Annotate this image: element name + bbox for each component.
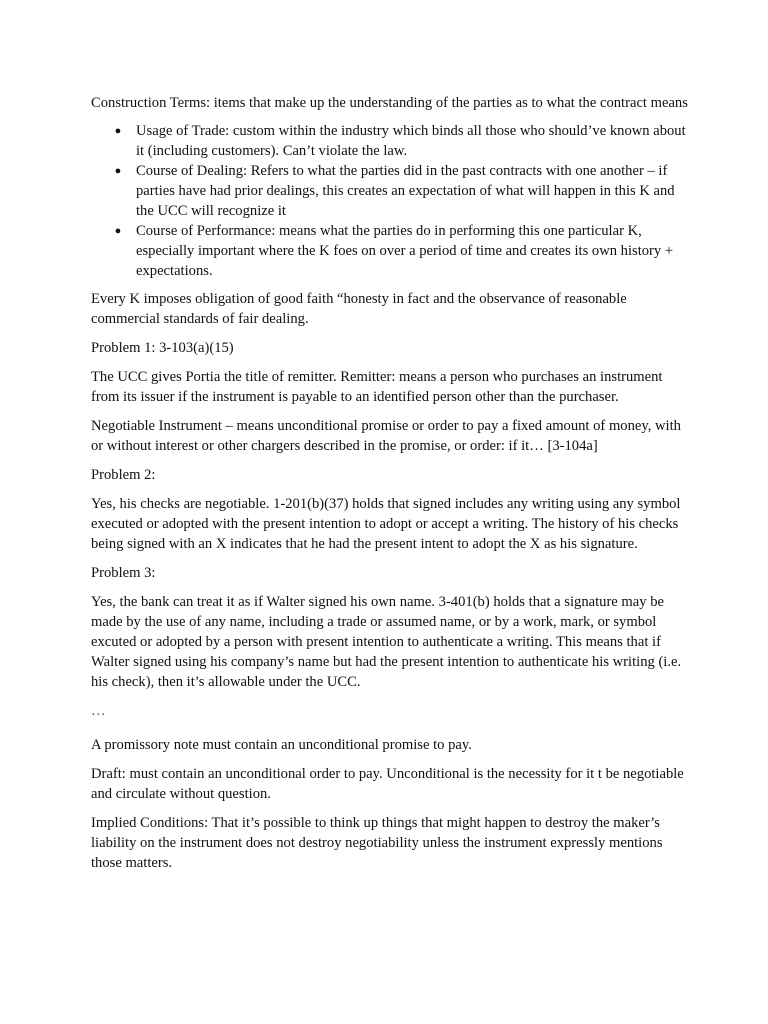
- bullet-icon: ●: [114, 225, 122, 237]
- problem-3-heading: Problem 3:: [91, 565, 156, 581]
- bullet-icon: ●: [114, 165, 122, 177]
- list-item-text: Usage of Trade: custom within the industry which binds all those who should’ve known about it (including customers). Can’t violate the law.: [136, 123, 686, 159]
- list-item: [91, 121, 691, 161]
- problem-3-paragraph: Yes, the bank can treat it as if Walter signed his own name. 3-401(b) holds that a signature may be made by the use of any name, including a trade or assumed name, or by a work, mark, or symbol excuted or adopted by a person with present intention to authenticate a writing. This means that if Walter signed using his company’s name but had the present intention to authenticate his writing (i.e. his check), then it’s allowable under the UCC.: [91, 594, 682, 690]
- draft-paragraph: Draft: must contain an unconditional order to pay. Unconditional is the necessity for it t be negotiable and circulate without question.: [91, 766, 684, 802]
- problem-2-heading: Problem 2:: [91, 467, 156, 483]
- promissory-note-paragraph: A promissory note must contain an unconditional promise to pay.: [91, 737, 472, 753]
- construction-terms-paragraph: Construction Terms: items that make up the understanding of the parties as to what the contract means: [91, 95, 688, 111]
- bullet-icon: ●: [114, 125, 122, 137]
- problem-2-paragraph: Yes, his checks are negotiable. 1-201(b)(37) holds that signed includes any writing using any symbol executed or adopted with the present intention to adopt or accept a writing. The history of his checks being signed with an X indicates that he had the present intent to adopt the X as his signature.: [91, 496, 681, 552]
- implied-conditions-paragraph: Implied Conditions: That it’s possible to think up things that might happen to destroy the maker’s liability on the instrument does not destroy negotiability unless the instrument expressly mentions those matters.: [91, 815, 663, 871]
- list-item: [91, 221, 691, 281]
- construction-terms-list: [91, 121, 691, 281]
- problem-1-heading: Problem 1: 3-103(a)(15): [91, 340, 234, 356]
- list-item: [91, 161, 691, 221]
- document-page: [91, 93, 691, 882]
- list-item-text: Course of Dealing: Refers to what the parties did in the past contracts with one another – if parties have had prior dealings, this creates an expectation of what will happen in this K and the UCC will recognize it: [136, 163, 675, 219]
- negotiable-instrument-paragraph: Negotiable Instrument – means unconditional promise or order to pay a fixed amount of money, with or without interest or other chargers described in the promise, or order: if it… [3-104a]: [91, 418, 681, 454]
- good-faith-paragraph: Every K imposes obligation of good faith “honesty in fact and the observance of reasonable commercial standards of fair dealing.: [91, 291, 627, 327]
- list-item-text: Course of Performance: means what the parties do in performing this one particular K, especially important where the K foes on over a period of time and creates its own history + expectations.: [136, 223, 674, 279]
- problem-1-paragraph: The UCC gives Portia the title of remitter. Remitter: means a person who purchases an instrument from its issuer if the instrument is payable to an identified person other than the purchaser.: [91, 369, 663, 405]
- ellipsis-separator: …: [91, 703, 106, 719]
